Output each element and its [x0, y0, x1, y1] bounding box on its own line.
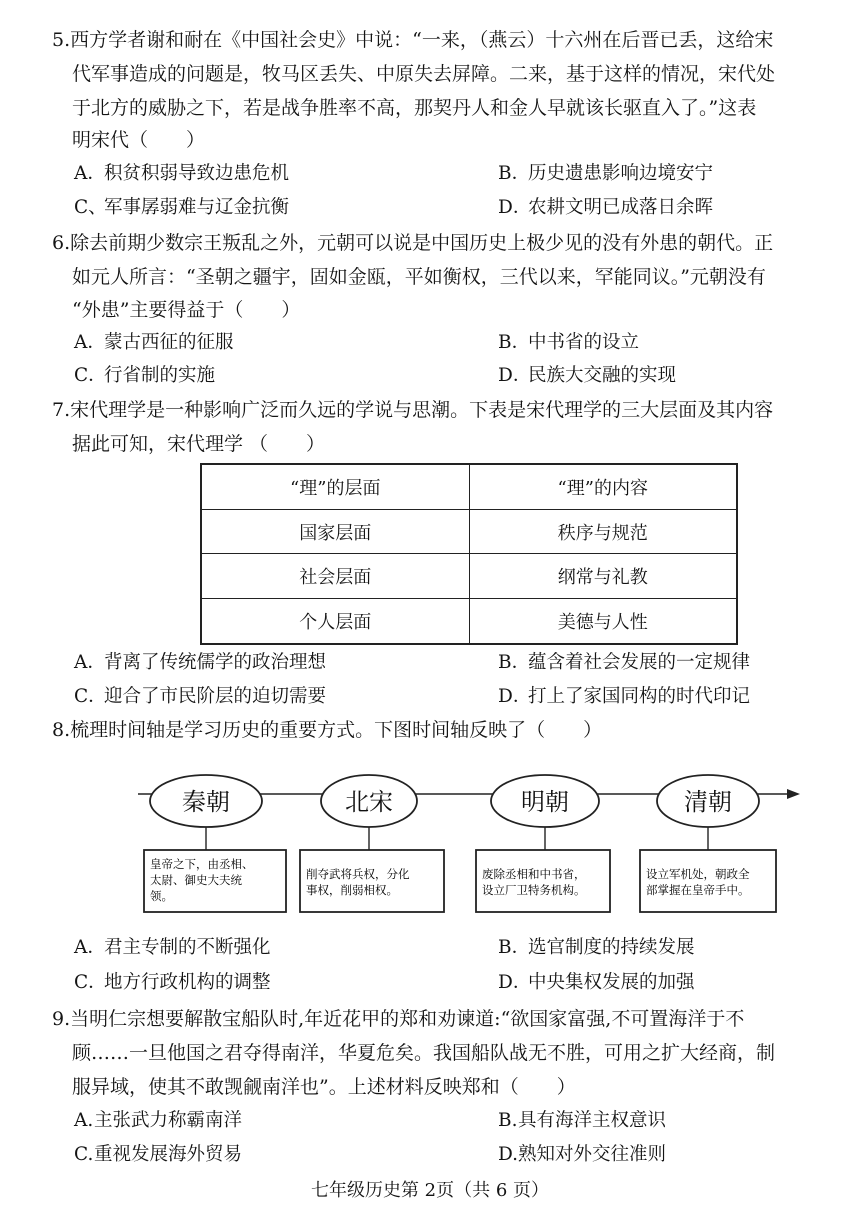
q7-table [200, 463, 738, 645]
timeline-dynasty-label: 秦朝 [182, 788, 230, 816]
timeline-dynasty-label: 明朝 [521, 788, 569, 816]
option-text: 具有海洋主权意识 [518, 1110, 667, 1131]
option-text: 君主专制的不断强化 [104, 937, 271, 958]
option-label: B. [498, 1110, 518, 1131]
timeline-note-line: 部掌握在皇帝手中。 [646, 883, 750, 897]
option-text: 主张武力称霸南洋 [94, 1110, 243, 1131]
option-label: B． [498, 163, 531, 184]
q5-option-a [74, 157, 289, 191]
option-text: 打上了家国同构的时代印记 [528, 686, 751, 707]
option-label: B． [498, 652, 531, 673]
timeline-note-box [640, 850, 776, 912]
timeline-node-qing [640, 775, 776, 912]
q7-option-a [74, 646, 326, 680]
timeline-node-ming [476, 775, 610, 912]
q5-stem-line-3: 于北方的威胁之下，若是战争胜率不高，那契丹人和金人早就该长驱直入了。”这表 [72, 97, 757, 119]
q6-stem-line-1: 6.除去前期少数宗王叛乱之外，元朝可以说是中国历史上极少见的没有外患的朝代。正 [52, 232, 774, 254]
option-label: D． [498, 365, 532, 386]
q5-option-b [498, 157, 713, 191]
option-label: D. [498, 1144, 519, 1165]
option-label: C． [74, 365, 107, 386]
q6-option-b [498, 326, 639, 360]
timeline-dynasty-label: 北宋 [345, 788, 393, 816]
q6-option-c [74, 359, 215, 393]
timeline-note-line: 皇帝之下，由丞相、 [150, 857, 254, 871]
option-text: 迎合了市民阶层的迫切需要 [104, 686, 327, 707]
q7-option-d [498, 680, 750, 714]
option-text: 中书省的设立 [528, 332, 640, 353]
q7-option-c [74, 680, 326, 714]
option-text: 农耕文明已成落日余晖 [528, 197, 714, 218]
option-text: 军事孱弱难与辽金抗衡 [104, 197, 290, 218]
q6-stem-line-3: “外患”主要得益于（ ） [72, 299, 301, 321]
table-row [201, 509, 737, 554]
option-label: D． [498, 972, 532, 993]
option-text: 熟知对外交往准则 [518, 1144, 667, 1165]
option-label: C. [74, 1144, 94, 1165]
q8-timeline-diagram [0, 768, 860, 928]
table-cell: 纲常与礼教 [469, 554, 737, 599]
q9-option-c [74, 1138, 242, 1172]
q7-stem-line-1: 7.宋代理学是一种影响广泛而久远的学说与思潮。下表是宋代理学的三大层面及其内容 [52, 399, 774, 421]
q9-option-b [498, 1104, 666, 1138]
option-label: A． [74, 163, 106, 184]
option-label: A． [74, 937, 106, 958]
q5-stem-line-1: 5.西方学者谢和耐在《中国社会史》中说：“一来，（燕云）十六州在后晋已丢，这给宋 [52, 29, 774, 51]
option-label: B． [498, 937, 531, 958]
table-header-cell: “理”的层面 [201, 464, 469, 509]
q8-option-b [498, 931, 695, 965]
table-row [201, 554, 737, 599]
timeline-note-line: 削夺武将兵权，分化 [306, 867, 410, 881]
option-text: 选官制度的持续发展 [528, 937, 695, 958]
option-label: A. [74, 1110, 94, 1131]
option-label: C． [74, 686, 107, 707]
option-text: 地方行政机构的调整 [104, 972, 271, 993]
q5-stem-line-4: 明宋代（ ） [72, 129, 206, 151]
q6-option-a [74, 326, 234, 360]
option-text: 行省制的实施 [104, 365, 216, 386]
q7-stem-line-2: 据此可知，宋代理学 （ ） [72, 433, 326, 455]
timeline-node-qin [144, 775, 286, 912]
timeline-arrow-icon [787, 789, 800, 799]
timeline-note-line: 设立军机处，朝政全 [646, 867, 750, 881]
table-row [201, 599, 737, 644]
q5-stem-line-2: 代军事造成的问题是，牧马区丢失、中原失去屏障。二来，基于这样的情况，宋代处 [72, 63, 776, 85]
option-text: 民族大交融的实现 [528, 365, 677, 386]
table-cell: 秩序与规范 [469, 509, 737, 554]
option-label: C． [74, 972, 107, 993]
table-header-row [201, 464, 737, 509]
q8-stem-line-1: 8.梳理时间轴是学习历史的重要方式。下图时间轴反映了（ ） [52, 719, 603, 741]
q5-option-c [74, 191, 289, 225]
timeline-dynasty-label: 清朝 [684, 788, 732, 816]
q8-option-a [74, 931, 271, 965]
timeline-node-beisong [300, 775, 444, 912]
q9-option-d [498, 1138, 666, 1172]
option-text: 背离了传统儒学的政治理想 [104, 652, 327, 673]
table-cell: 美德与人性 [469, 599, 737, 644]
timeline-note-line: 太尉、御史大夫统 [150, 873, 242, 887]
option-label: B． [498, 332, 531, 353]
option-text: 历史遗患影响边境安宁 [528, 163, 714, 184]
table-cell: 国家层面 [201, 509, 469, 554]
timeline-note-box [300, 850, 444, 912]
option-label: D． [498, 686, 532, 707]
page-footer: 七年级历史第 2页（共 6 页） [310, 1180, 550, 1201]
option-label: D． [498, 197, 532, 218]
q6-stem-line-2: 如元人所言：“圣朝之疆宇，固如金瓯，平如衡权，三代以来，罕能同议。”元朝没有 [72, 266, 766, 288]
option-label: A． [74, 652, 106, 673]
q9-stem-line-1: 9.当明仁宗想要解散宝船队时,年近花甲的郑和劝谏道:“欲国家富强,不可置海洋于不 [52, 1008, 745, 1030]
q8-option-d [498, 966, 695, 1000]
option-text: 积贫积弱导致边患危机 [104, 163, 290, 184]
timeline-note-line: 设立厂卫特务机构。 [482, 883, 586, 897]
q6-option-d [498, 359, 676, 393]
timeline-note-line: 事权，削弱相权。 [306, 883, 398, 897]
option-text: 蕴含着社会发展的一定规律 [528, 652, 751, 673]
option-text: 重视发展海外贸易 [94, 1144, 243, 1165]
option-label: C、 [74, 197, 107, 218]
table-cell: 社会层面 [201, 554, 469, 599]
timeline-note-box [476, 850, 610, 912]
q9-stem-line-2: 顾……一旦他国之君夺得南洋，华夏危矣。我国船队战无不胜，可用之扩大经商，制 [72, 1042, 776, 1064]
q7-option-b [498, 646, 750, 680]
table-header-cell: “理”的内容 [469, 464, 737, 509]
table-cell: 个人层面 [201, 599, 469, 644]
timeline-note-line: 废除丞相和中书省， [482, 867, 586, 881]
option-text: 中央集权发展的加强 [528, 972, 695, 993]
q5-option-d [498, 191, 713, 225]
timeline-note-line: 领。 [150, 889, 173, 903]
option-label: A． [74, 332, 106, 353]
option-text: 蒙古西征的征服 [104, 332, 234, 353]
q8-option-c [74, 966, 271, 1000]
q9-stem-line-3: 服异域，使其不敢觊觎南洋也”。上述材料反映郑和（ ） [72, 1076, 576, 1098]
q9-option-a [74, 1104, 242, 1138]
